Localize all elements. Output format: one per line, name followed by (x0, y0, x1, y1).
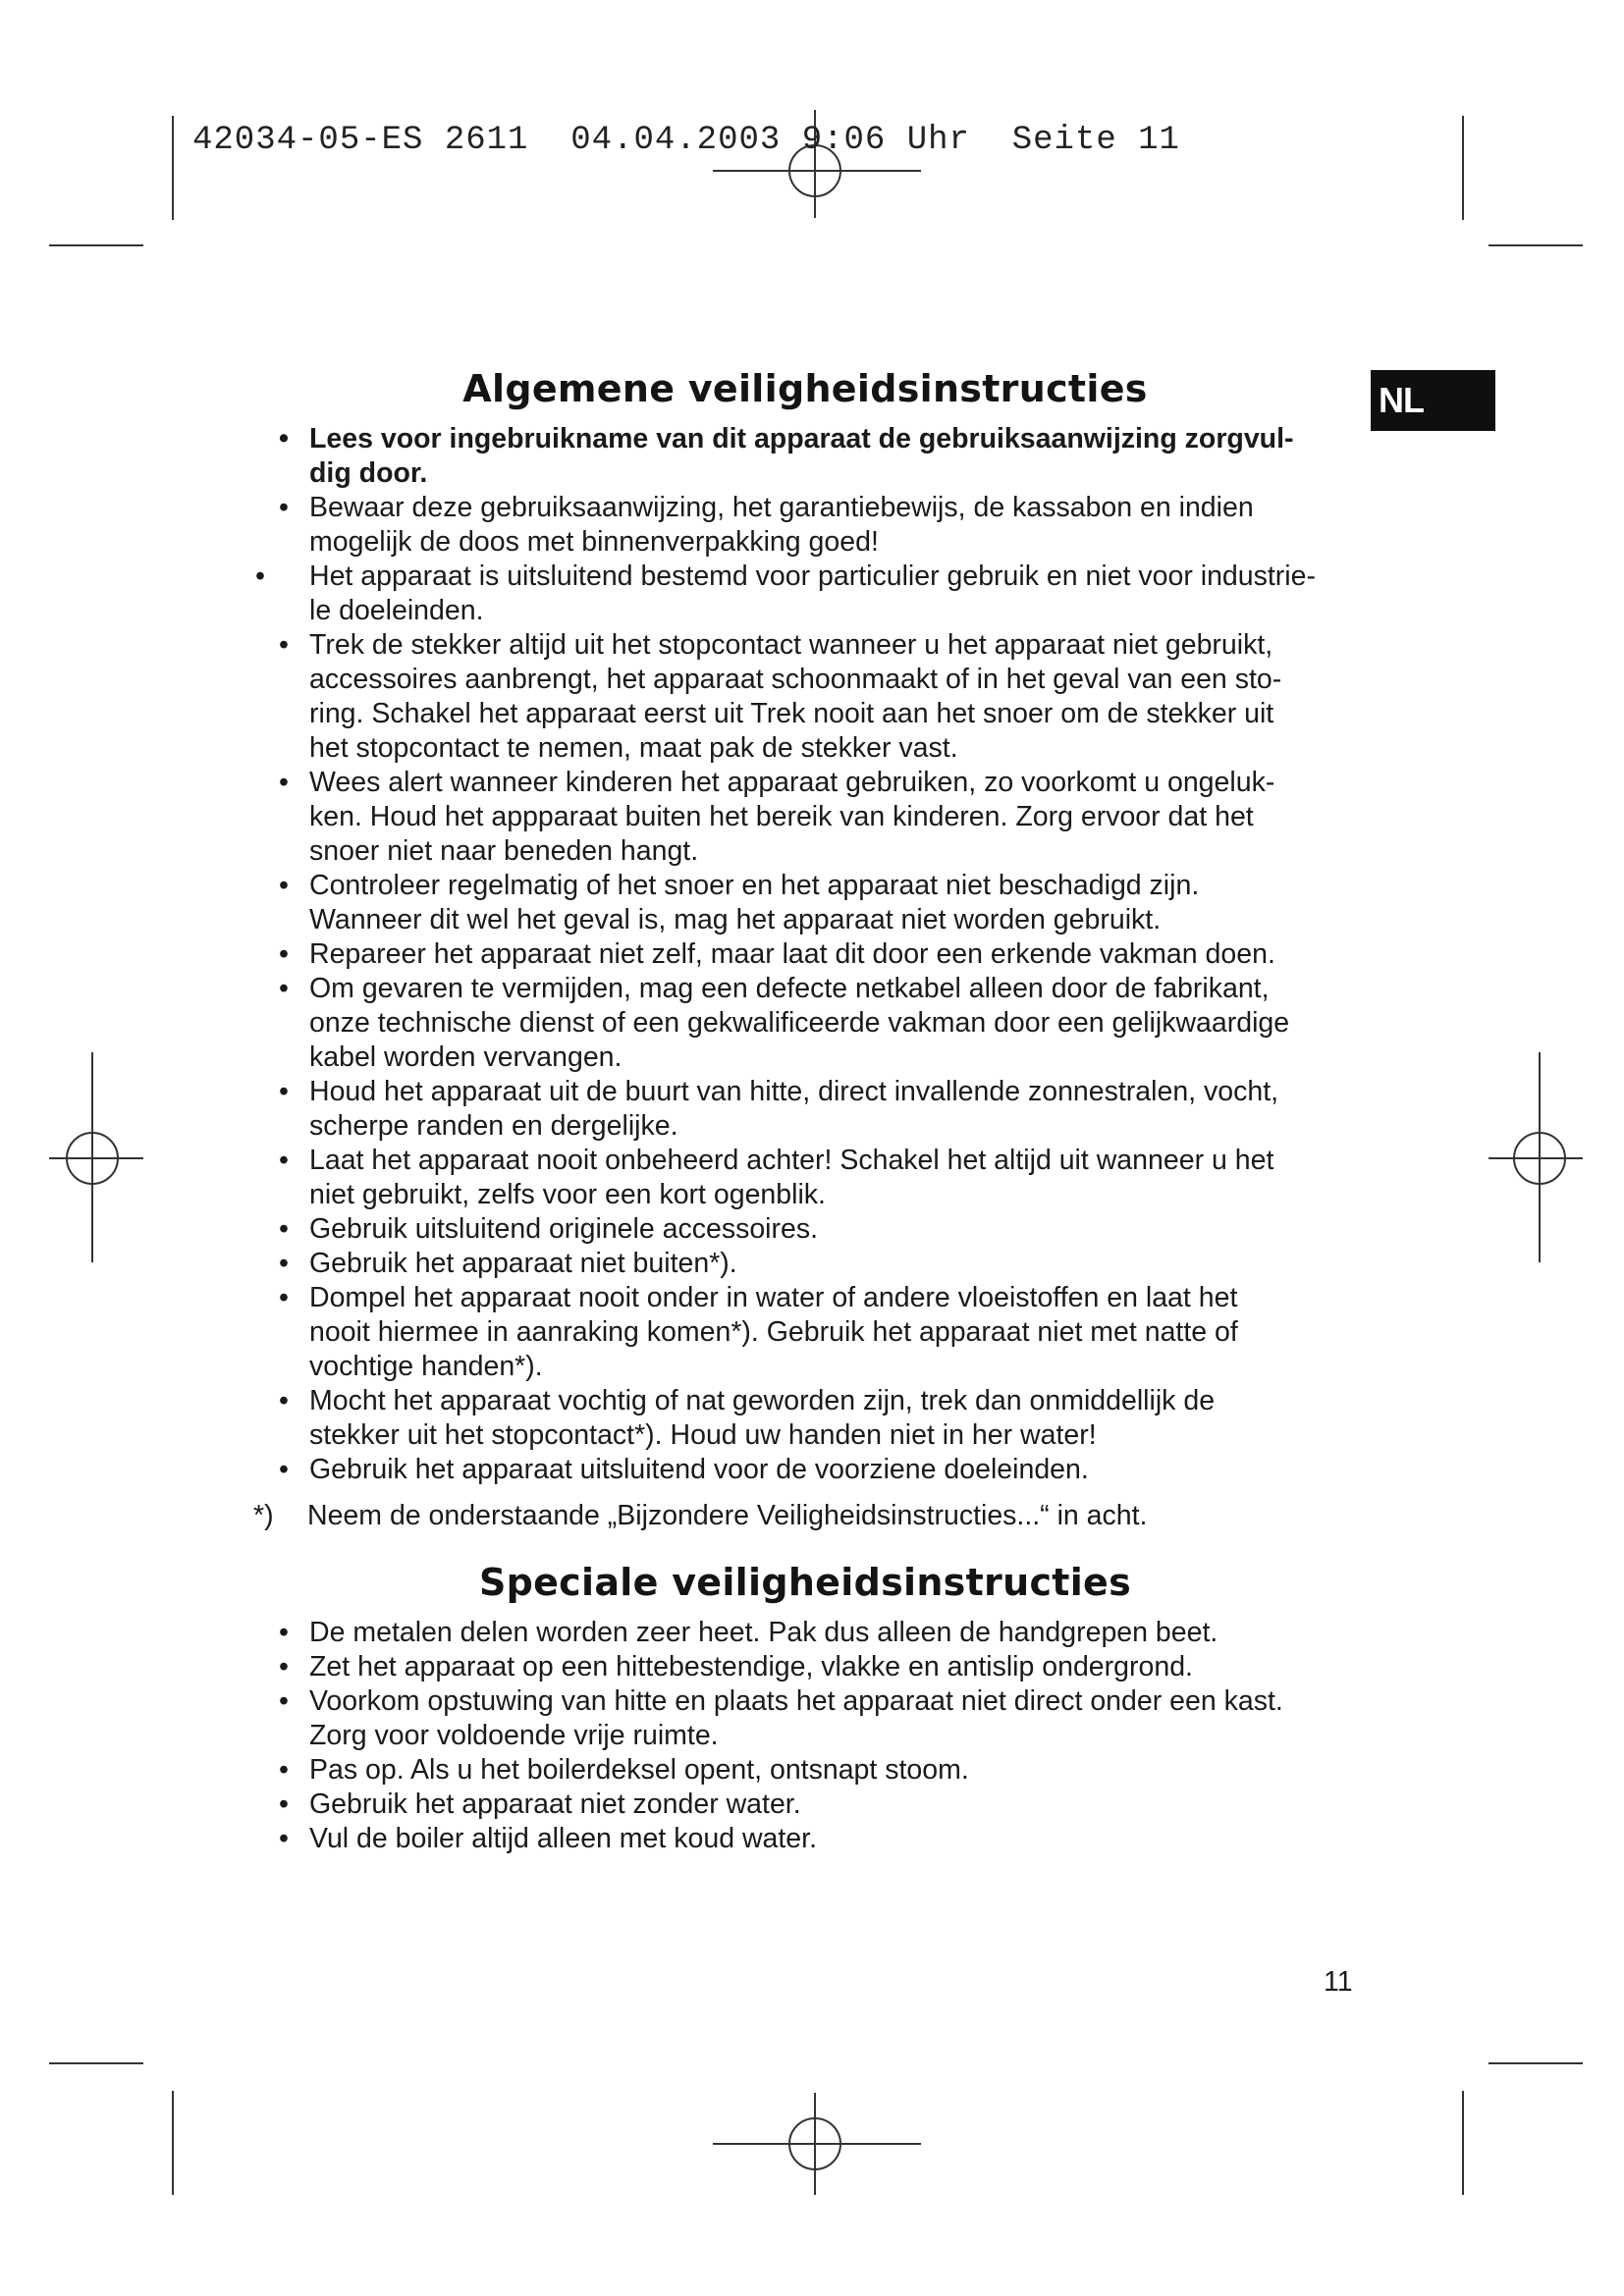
list-item-text: Controleer regelmatig of het snoer en het apparaat niet beschadigd zijn. Wanneer dit wel het geval is, mag het apparaat niet worden gebruikt. (309, 870, 1200, 935)
list-item (253, 1822, 1357, 1856)
list-item-text: Trek de stekker altijd uit het stopcontact wanneer u het apparaat niet gebruikt, accessoires aanbrengt, het apparaat schoonmaakt of in het geval van een sto- ring. Schakel het apparaat eerst uit Trek nooit aan het snoer om de stekker uit het stopcontact te nemen, maat pak de stekker vast. (309, 629, 1282, 764)
general-safety-list (253, 422, 1357, 1487)
bullet-icon: • (279, 1754, 289, 1786)
list-item (253, 1788, 1357, 1822)
registration-target-right (1489, 1052, 1583, 1262)
print-header-slug: 42034-05-ES 2611 04.04.2003 9:06 Uhr Seite 11 (192, 122, 1180, 159)
footnote-marker: *) (253, 1500, 274, 1531)
list-item-text: Gebruik het apparaat niet zonder water. (309, 1789, 801, 1820)
list-item (253, 1144, 1357, 1212)
bullet-icon: • (279, 1685, 289, 1717)
list-item-text: Gebruik uitsluitend originele accessoires. (309, 1213, 819, 1245)
list-item-text: Mocht het apparaat vochtig of nat geworden zijn, trek dan onmiddellijk de stekker uit het stopcontact*). Houd uw handen niet in her water! (309, 1385, 1216, 1451)
list-item-text: Voorkom opstuwing van hitte en plaats het apparaat niet direct onder een kast. Zorg voor voldoende vrije ruimte. (309, 1685, 1283, 1751)
list-item (253, 1212, 1357, 1247)
list-item-text: Houd het apparaat uit de buurt van hitte, direct invallende zonnestralen, vocht, scherpe randen en dergelijke. (309, 1076, 1279, 1142)
bullet-icon: • (279, 938, 289, 970)
bullet-icon: • (279, 423, 289, 454)
bullet-icon: • (279, 870, 289, 901)
list-item-text: Gebruik het apparaat niet buiten*). (309, 1248, 737, 1279)
list-item-text: Lees voor ingebruikname van dit apparaat de gebruiksaanwijzing zorgvul- dig door. (309, 423, 1294, 489)
bullet-icon: • (279, 1651, 289, 1682)
special-safety-list (253, 1616, 1357, 1856)
list-item (253, 766, 1357, 869)
bullet-icon: • (279, 1789, 289, 1820)
list-item-text: Repareer het apparaat niet zelf, maar laat dit door een erkende vakman doen. (309, 938, 1275, 970)
list-item-text: Wees alert wanneer kinderen het apparaat gebruiken, zo voorkomt u ongeluk- ken. Houd het appparaat buiten het bereik van kinderen. Zorg ervoor dat het snoer niet naar beneden hangt. (309, 767, 1275, 867)
bullet-icon: • (279, 973, 289, 1004)
section-title-special-safety: Speciale veiligheidsinstructies (478, 1561, 1132, 1604)
page-content (253, 361, 1357, 1856)
list-item (253, 560, 1357, 628)
list-item-text: Zet het apparaat op een hittebestendige, vlakke en antislip ondergrond. (309, 1651, 1193, 1682)
bullet-icon: • (279, 767, 289, 798)
list-item (253, 1684, 1357, 1753)
bullet-icon: • (279, 492, 289, 523)
list-item (253, 422, 1357, 491)
list-item-text: Pas op. Als u het boilerdeksel opent, ontsnapt stoom. (309, 1754, 969, 1786)
list-item (253, 1453, 1357, 1487)
section-title-general-safety: Algemene veiligheidsinstructies (462, 367, 1148, 410)
page-number: 11 (1324, 1966, 1353, 1998)
registration-target-bottom (713, 2093, 921, 2195)
list-item (253, 1616, 1357, 1650)
list-item (253, 491, 1357, 560)
list-item-text: Om gevaren te vermijden, mag een defecte netkabel alleen door de fabrikant, onze technische dienst of een gekwalificeerde vakman door een gelijkwaardige kabel worden vervangen. (309, 973, 1290, 1073)
list-item-text: De metalen delen worden zeer heet. Pak dus alleen de handgrepen beet. (309, 1617, 1218, 1648)
list-item (253, 1384, 1357, 1453)
bullet-icon: • (279, 1823, 289, 1854)
bullet-icon: • (279, 1076, 289, 1107)
footnote-text: Neem de onderstaande „Bijzondere Veiligheidsinstructies...“ in acht. (307, 1500, 1148, 1531)
list-item-text: Bewaar deze gebruiksaanwijzing, het garantiebewijs, de kassabon en indien mogelijk de doos met binnenverpakking goed! (309, 492, 1254, 558)
list-item (253, 1753, 1357, 1788)
bullet-icon: • (279, 1282, 289, 1313)
list-item-text: Dompel het apparaat nooit onder in water of andere vloeistoffen en laat het nooit hiermee in aanraking komen*). Gebruik het apparaat niet met natte of vochtige handen*). (309, 1282, 1238, 1382)
list-item (253, 937, 1357, 972)
list-item (253, 972, 1357, 1075)
registration-target-left (49, 1052, 143, 1262)
language-tab: NL (1371, 370, 1495, 431)
bullet-icon: • (279, 1454, 289, 1485)
bullet-icon: • (279, 1617, 289, 1648)
list-item (253, 1247, 1357, 1281)
bullet-icon: • (279, 1248, 289, 1279)
list-item (253, 1075, 1357, 1144)
footnote (253, 1499, 1357, 1533)
list-item (253, 869, 1357, 937)
list-item-text: Gebruik het apparaat uitsluitend voor de voorziene doeleinden. (309, 1454, 1089, 1485)
list-item (253, 1650, 1357, 1684)
bullet-icon: • (279, 629, 289, 661)
list-item-text: Laat het apparaat nooit onbeheerd achter! Schakel het altijd uit wanneer u het niet gebruikt, zelfs voor een kort ogenblik. (309, 1145, 1274, 1210)
list-item-text: Het apparaat is uitsluitend bestemd voor particulier gebruik en niet voor industrie- le doeleinden. (309, 561, 1316, 626)
bullet-icon: • (279, 1213, 289, 1245)
list-item (253, 1281, 1357, 1384)
bullet-icon: • (279, 1145, 289, 1176)
list-item (253, 628, 1357, 766)
bullet-icon: • (255, 561, 265, 592)
list-item-text: Vul de boiler altijd alleen met koud water. (309, 1823, 817, 1854)
bullet-icon: • (279, 1385, 289, 1416)
